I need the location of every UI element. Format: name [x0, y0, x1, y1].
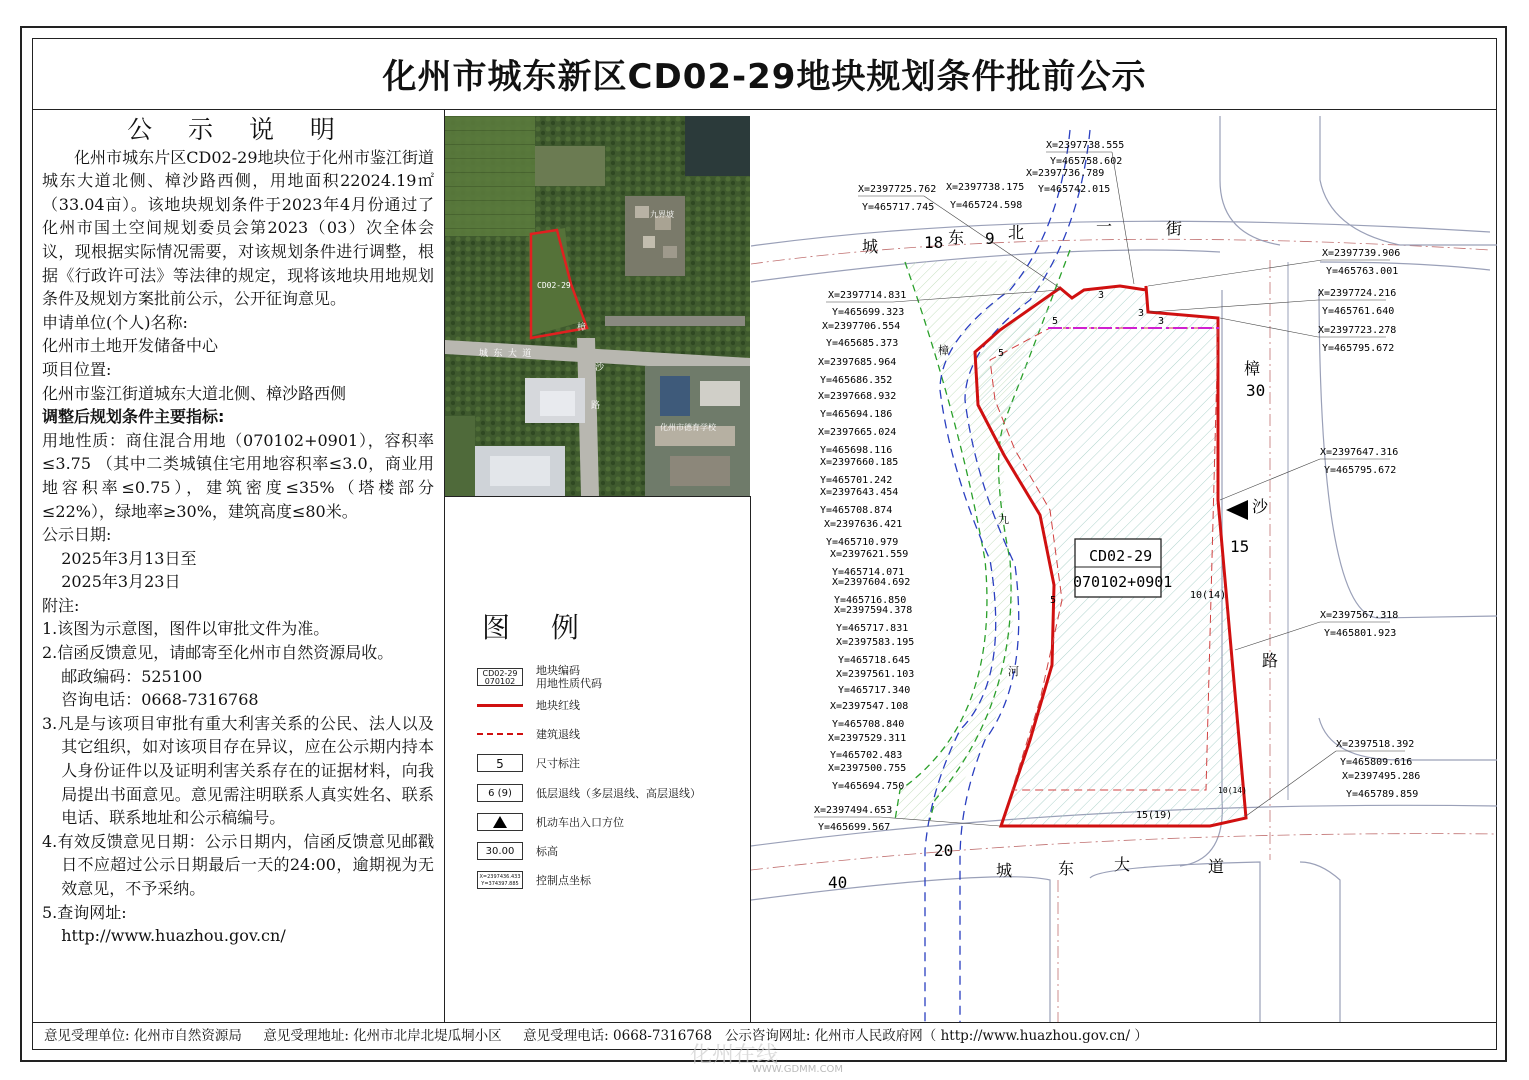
coord-15-x: X=2397668.932 [818, 391, 897, 402]
road-n-3: 北 [1008, 223, 1025, 242]
coord-24-x: X=2397561.103 [836, 669, 915, 680]
legend-label-dim: 尺寸标注 [536, 757, 580, 770]
coord-8-y: Y=465795.672 [1324, 465, 1397, 476]
coord-18-x: X=2397643.454 [820, 487, 899, 498]
legend-label-elev: 标高 [536, 845, 558, 858]
road-n-4: 一 [1096, 217, 1113, 236]
postcode: 邮政编码：525100 [61, 666, 203, 686]
legend-item-dim [476, 753, 580, 773]
legend-item-setback [476, 724, 580, 744]
date-label: 公示日期: [42, 525, 112, 545]
note-5: 5.查询网址: [42, 902, 127, 922]
coord-11-x: X=2397495.286 [1342, 771, 1421, 782]
coord-27-x: X=2397500.755 [828, 763, 907, 774]
parcel-code: CD02-29 [1089, 547, 1153, 565]
triangle-icon [493, 816, 507, 828]
notes-label: 附注: [42, 595, 80, 615]
legend-label-lowrise: 低层退线（多层退线、高层退线） [536, 787, 701, 800]
coord-23-y: Y=465718.645 [838, 655, 911, 666]
footer-site[interactable]: 化州市人民政府网（ http://www.huazhou.gov.cn/ ） [814, 1028, 1148, 1044]
river-label-1: 樟 [938, 344, 949, 357]
legend-item-lowrise [476, 783, 701, 803]
legend-coord-text1: X=2397436.433 [479, 874, 521, 880]
date-from: 2025年3月13日至 [61, 548, 197, 568]
date-to: 2025年3月23日 [61, 572, 181, 592]
notice-heading: 公 示 说 明 [127, 115, 349, 144]
coord-11-y: Y=465789.859 [1346, 789, 1419, 800]
applicant-label: 申请单位(个人)名称: [42, 312, 188, 332]
landuse-code: 070102+0901 [1073, 573, 1173, 591]
road-s-width: 40 [828, 873, 848, 892]
legend-box-text1: CD02-29 [482, 669, 518, 678]
coord-28-y: Y=465699.567 [818, 822, 891, 833]
coord-9-x: X=2397567.318 [1320, 610, 1399, 621]
setback-se: 10(14) [1218, 786, 1247, 795]
coord-6-x: X=2397724.216 [1318, 288, 1397, 299]
coord-13-x: X=2397706.554 [822, 321, 901, 332]
sat-village-label: 九界坡 [650, 210, 674, 219]
coord-4-x: X=2397725.762 [858, 184, 937, 195]
coord-7-x: X=2397723.278 [1318, 325, 1397, 336]
entrance-triangle-icon [1226, 500, 1248, 520]
coord-13-y: Y=465685.373 [826, 338, 899, 349]
coord-27-y: Y=465694.750 [832, 781, 905, 792]
sat-road-v3: 路 [591, 401, 601, 411]
road-n-offset: 9 [985, 229, 995, 248]
sat-road-v2: 沙 [595, 363, 605, 373]
coord-21-y: Y=465716.850 [834, 595, 907, 606]
setback-north2: 3 [1138, 308, 1145, 319]
sat-parcel-label: CD02-29 [537, 281, 571, 290]
setback-east: 10(14) [1190, 590, 1227, 601]
sat-road-label: 城 东 大 道 [479, 349, 532, 359]
sat-school-label: 化州市德育学校 [660, 423, 716, 432]
footer-phone: 0668-7316768 [613, 1028, 713, 1044]
coord-5-y: Y=465763.001 [1326, 266, 1399, 277]
legend-coord-text2: Y=374397.885 [481, 881, 519, 887]
coord-5-x: X=2397739.906 [1322, 248, 1401, 259]
coord-17-y: Y=465701.242 [820, 475, 893, 486]
road-e-offset: 15 [1230, 537, 1250, 556]
note-3: 3.凡是与该项目审批有重大利害关系的公民、法人以及其它组织，如对该项目存在异议，应在公示期内持本人身份证件以及证明利害关系存在的证据材料，向我局提出书面意见。意见需注明联系人真实姓名、联系电话、联系地址和公示稿编号。 [42, 713, 434, 828]
coord-23-x: X=2397583.195 [836, 637, 915, 648]
coord-2-x: X=2397738.175 [946, 182, 1025, 193]
coord-14-x: X=2397685.964 [818, 357, 897, 368]
setback-nw: 5 [1052, 316, 1059, 327]
setback-north: 3 [1098, 290, 1105, 301]
road-n-2: 东 [948, 228, 965, 247]
coord-3-y: Y=465742.015 [1038, 184, 1111, 195]
setback-west: 5 [1050, 595, 1057, 606]
coord-2-y: Y=465724.598 [950, 200, 1023, 211]
road-e-2: 沙 [1252, 497, 1269, 516]
coord-9-y: Y=465801.923 [1324, 628, 1397, 639]
legend-item-redline [476, 695, 580, 715]
note-4: 4.有效反馈意见日期：公示日期内，信函反馈意见邮戳日不应超过公示日期最后一天的24:00，逾期视为无效意见，不予采纳。 [42, 831, 434, 898]
watermark: 化州在线 [690, 1043, 779, 1068]
setback-west2: 5 [998, 348, 1005, 359]
coord-10-y: Y=465809.616 [1340, 757, 1413, 768]
satellite-image [445, 116, 750, 496]
footer-phone-label: 意见受理电话: [523, 1028, 609, 1044]
location-value: 化州市鉴江街道城东大道北侧、樟沙路西侧 [42, 383, 347, 403]
setback-n3: 3 [1158, 316, 1165, 327]
phone: 咨询电话：0668-7316768 [61, 690, 259, 710]
watermark-url: WWW.GDMM.COM [752, 1064, 844, 1075]
legend-box-text2: 070102 [484, 677, 516, 686]
indicators-label: 调整后规划条件主要指标: [42, 407, 225, 427]
coord-26-x: X=2397529.311 [828, 733, 907, 744]
road-s-4: 道 [1208, 857, 1225, 876]
coord-6-y: Y=465761.640 [1322, 306, 1395, 317]
road-e-3: 路 [1262, 651, 1279, 670]
legend-lowrise-text: 6 (9) [488, 788, 512, 799]
coord-3-x: X=2397736.789 [1026, 168, 1105, 179]
indicators-value: 用地性质：商住混合用地（070102+0901），容积率≤3.75 （其中二类城镇住宅用地容积率≤3.0，商业用地容积率≤0.75），建筑密度≤35%（塔楼部分≤22%），绿地率≥30%，建筑高度≤80米。 [42, 430, 434, 521]
location-label: 项目位置: [42, 359, 112, 379]
road-e-width: 30 [1246, 381, 1266, 400]
coord-17-x: X=2397660.185 [820, 457, 899, 468]
coord-24-y: Y=465717.340 [838, 685, 911, 696]
road-s-1: 城 [996, 861, 1013, 880]
applicant-value: 化州市土地开发储备中心 [42, 336, 219, 356]
legend-label-entrance: 机动车出入口方位 [536, 816, 624, 829]
coord-26-y: Y=465702.483 [830, 750, 903, 761]
coord-19-x: X=2397636.421 [824, 519, 903, 530]
road-s-3: 大 [1114, 855, 1131, 874]
coord-1-y: Y=465758.602 [1050, 156, 1123, 167]
page-title: 化州市城东新区CD02-29地块规划条件批前公示 [32, 38, 1497, 110]
coord-10-x: X=2397518.392 [1336, 739, 1415, 750]
coord-8-x: X=2397647.316 [1320, 447, 1399, 458]
coord-12-x: X=2397714.831 [828, 290, 907, 301]
coord-1-x: X=2397738.555 [1046, 140, 1125, 151]
coord-20-x: X=2397621.559 [830, 549, 909, 560]
coord-21-x: X=2397604.692 [832, 577, 911, 588]
legend-label-coord: 控制点坐标 [536, 874, 591, 887]
coord-16-y: Y=465698.116 [820, 445, 893, 456]
legend-item-elev [476, 841, 558, 861]
coord-15-y: Y=465694.186 [820, 409, 893, 420]
query-url[interactable]: http://www.huazhou.gov.cn/ [61, 926, 286, 946]
note-1: 1.该图为示意图，图件以审批文件为准。 [42, 619, 330, 639]
road-n-5: 街 [1166, 219, 1183, 238]
site-plan [751, 116, 1497, 1022]
notice-intro: 化州市城东片区CD02-29地块位于化州市鉴江街道城东大道北侧、樟沙路西侧，用地面积22024.19㎡（33.04亩）。该地块规划条件于2023年4月份通过了化州市国土空间规划委员会第2023（03）次全体会议，现根据实际情况需要，对该规划条件进行调整，根据《行政许可法》等法律的规定，现将该地块用地规划条件及规划方案批前公示，公开征询意见。 [42, 147, 434, 309]
coord-22-y: Y=465717.831 [836, 623, 909, 634]
coord-20-y: Y=465714.071 [832, 567, 905, 578]
coord-18-y: Y=465708.874 [820, 505, 893, 516]
legend-label-setback: 建筑退线 [536, 728, 580, 741]
coord-22-x: X=2397594.378 [834, 605, 913, 616]
coord-19-y: Y=465710.979 [826, 537, 899, 548]
road-s-offset: 20 [934, 841, 954, 860]
coord-25-y: Y=465708.840 [832, 719, 905, 730]
footer-addr: 化州市北岸北堤瓜垌小区 [353, 1028, 502, 1044]
coord-28-x: X=2397494.653 [814, 805, 893, 816]
coord-12-y: Y=465699.323 [832, 307, 905, 318]
road-n-1: 城 [862, 237, 879, 256]
legend-dim-text: 5 [496, 757, 504, 771]
footer-unit-label: 意见受理单位: [44, 1028, 130, 1044]
road-n-width: 18 [924, 233, 944, 252]
legend-label-redline: 地块红线 [536, 699, 580, 712]
legend-label-code: 地块编码 用地性质代码 [536, 664, 602, 690]
road-e-1: 樟 [1244, 359, 1261, 378]
coord-14-y: Y=465686.352 [820, 375, 893, 386]
note-2: 2.信函反馈意见，请邮寄至化州市自然资源局收。 [42, 643, 394, 663]
sat-road-v1: 樟 [577, 323, 587, 333]
river-label-2: 九 [998, 513, 1009, 526]
legend-item-entrance [476, 812, 624, 832]
legend-item-coord [476, 870, 591, 890]
setback-south: 15(19) [1136, 810, 1173, 821]
legend-elev-text: 30.00 [485, 846, 515, 857]
legend-title: 图 例 [482, 611, 595, 644]
legend-item-code [476, 664, 602, 690]
footer-site-label: 公示咨询网址: [724, 1028, 811, 1044]
coord-16-x: X=2397665.024 [818, 427, 897, 438]
footer-addr-label: 意见受理地址: [263, 1028, 349, 1044]
coord-25-x: X=2397547.108 [830, 701, 909, 712]
notice-panel [32, 110, 445, 1022]
footer-unit: 化州市自然资源局 [133, 1028, 242, 1044]
coord-4-y: Y=465717.745 [862, 202, 935, 213]
road-s-2: 东 [1058, 859, 1075, 878]
coord-7-y: Y=465795.672 [1322, 343, 1395, 354]
river-label-3: 河 [1008, 665, 1019, 678]
